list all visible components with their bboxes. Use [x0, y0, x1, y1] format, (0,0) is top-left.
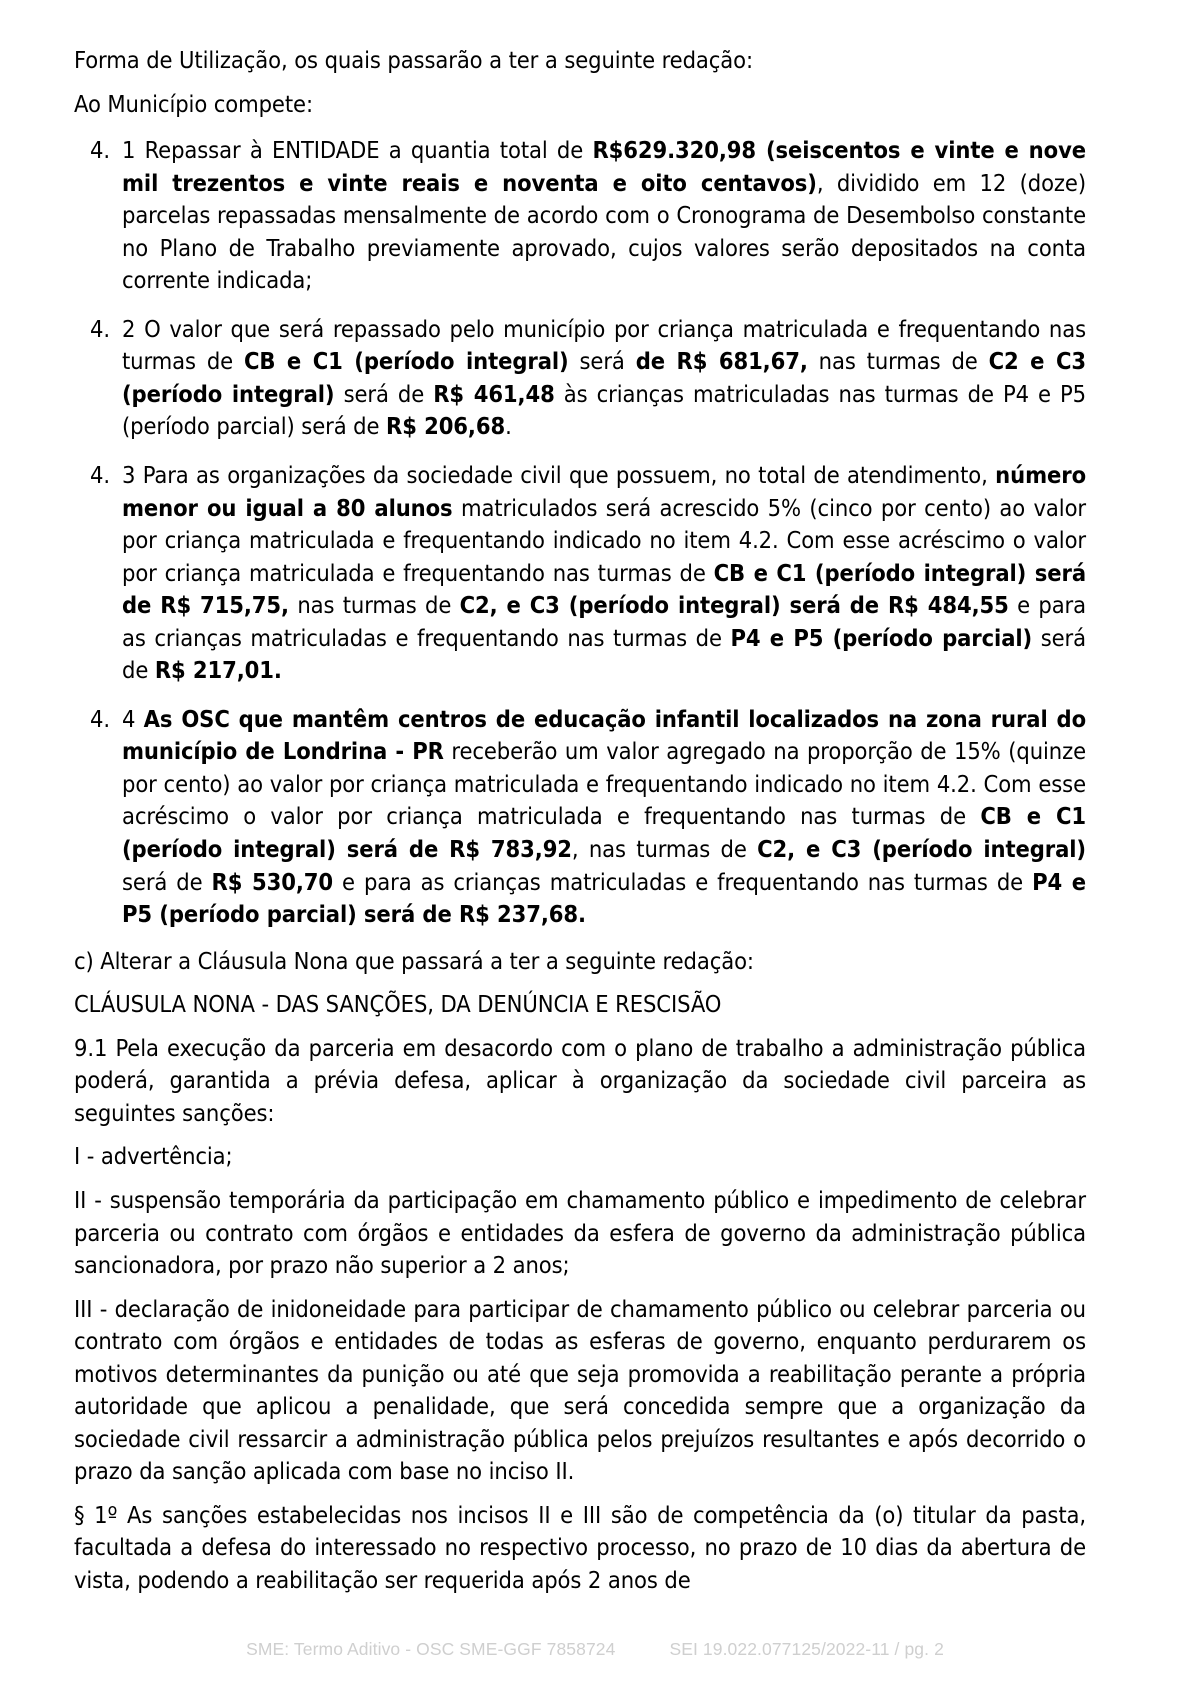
clause-intro-line: c) Alterar a Cláusula Nona que passará a ter a seguinte redação:	[74, 946, 754, 975]
footer-sei-ref: SEI 19.022.077125/2022-11 / pg. 2	[669, 1639, 944, 1659]
body-text: 1 Repassar à ENTIDADE a quantia total de	[122, 136, 593, 165]
numbered-item-text	[122, 459, 1086, 687]
numbered-item-marker: 4.	[90, 461, 110, 490]
intro-line-2: Ao Município compete:	[74, 89, 313, 118]
emphasis-text: número menor ou igual a 80 alunos	[122, 461, 1086, 522]
body-text: 3 Para as organizações da sociedade civil que possuem, no total de atendimento,	[122, 461, 996, 490]
emphasis-text: CB e C1 (período integral) será de R$ 783,92	[122, 802, 1086, 864]
clause-paragraph: I - advertência;	[74, 1142, 233, 1171]
clause-paragraphs	[74, 1032, 1086, 1597]
emphasis-text: CB e C1 (período integral)	[243, 347, 569, 376]
numbered-item	[74, 703, 1086, 931]
body-text: será de	[334, 379, 434, 408]
numbered-item-text	[122, 703, 1086, 931]
body-text: matriculados será acrescido 5% (cinco por cento) ao valor por criança matriculada e frequentando indicado no item 4.2. Com esse acréscimo o valor por criança matriculada e frequentando nas turmas de	[122, 493, 1086, 587]
emphasis-text: de R$ 681,67,	[635, 347, 808, 376]
emphasis-text: P4 e P5 (período parcial)	[730, 623, 1033, 652]
numbered-item	[74, 313, 1086, 443]
clause-title: CLÁUSULA NONA - DAS SANÇÕES, DA DENÚNCIA E RESCISÃO	[74, 990, 722, 1019]
body-text: e para as crianças matriculadas e frequentando nas turmas de	[122, 591, 1087, 652]
numbered-clause-list	[74, 134, 1086, 931]
emphasis-text: R$ 206,68	[386, 412, 506, 441]
clause-paragraph: § 1º As sanções estabelecidas nos incisos II e III são de competência da (o) titular da pasta, facultada a defesa do interessado no respectivo processo, no prazo de 10 dias da abertura de vista, podendo a reabilitação ser requerida após 2 anos de	[74, 1500, 1086, 1594]
emphasis-text: R$ 217,01.	[154, 656, 282, 685]
numbered-item-marker: 4.	[90, 136, 110, 165]
emphasis-text: R$629.320,98 (seiscentos e vinte e nove mil trezentos e vinte reais e noventa e oito centavos)	[122, 136, 1086, 197]
emphasis-text: CB e C1 (período integral) será de R$ 715,75,	[122, 558, 1086, 620]
body-text: e para as crianças matriculadas e frequentando nas turmas de	[333, 867, 1033, 896]
body-text: , nas turmas de	[571, 835, 758, 864]
emphasis-text: As OSC que mantêm centros de educação infantil localizados na zona rural do município de Londrina - PR	[122, 704, 1086, 766]
body-text: 2 O valor que será repassado pelo município por criança matriculada e frequentando nas turmas de	[122, 314, 1086, 376]
document-body	[74, 44, 1086, 1597]
clause-paragraph: 9.1 Pela execução da parceria em desacordo com o plano de trabalho a administração pública poderá, garantida a prévia defesa, aplicar à organização da sociedade civil parceira as seguintes sanções:	[74, 1033, 1086, 1127]
body-text: , dividido em 12 (doze) parcelas repassadas mensalmente de acordo com o Cronograma de Desembolso constante no Plano de Trabalho previamente aprovado, cujos valores serão depositados na conta corrente indicada;	[122, 168, 1086, 295]
body-text: será de	[122, 623, 1086, 685]
numbered-item-text	[122, 313, 1086, 443]
numbered-item-marker: 4.	[90, 314, 110, 343]
emphasis-text: C2, e C3 (período integral) será de R$ 484,55	[459, 591, 1009, 620]
clause-paragraph: III - declaração de inidoneidade para participar de chamamento público ou celebrar parceria ou contrato com órgãos e entidades de todas as esferas de governo, enquanto perdurarem os motivos determinantes da punição ou até que seja promovida a reabilitação perante a própria autoridade que aplicou a penalidade, que será concedida sempre que a organização da sociedade civil ressarcir a administração pública pelos prejuízos resultantes e após decorrido o prazo da sanção aplicada com base no inciso II.	[74, 1294, 1086, 1486]
numbered-item	[74, 459, 1086, 687]
body-text: será de	[122, 867, 212, 896]
footer-document-ref: SME: Termo Aditivo - OSC SME-GGF 7858724	[246, 1639, 616, 1659]
numbered-item	[74, 134, 1086, 297]
body-text: será	[568, 347, 636, 376]
body-text: .	[505, 412, 512, 441]
body-text: receberão um valor agregado na proporção de 15% (quinze por cento) ao valor por criança matriculada e frequentando indicado no item 4.2. Com esse acréscimo o valor por criança matriculada e frequentando nas turmas de	[122, 737, 1086, 831]
numbered-item-text	[122, 134, 1086, 297]
page-footer	[0, 1639, 1190, 1660]
body-text: nas turmas de	[288, 591, 460, 620]
emphasis-text: R$ 530,70	[211, 867, 333, 896]
emphasis-text: C2, e C3 (período integral)	[757, 835, 1086, 864]
emphasis-text: C2 e C3 (período integral)	[122, 347, 1086, 408]
numbered-item-marker: 4.	[90, 704, 110, 733]
body-text: nas turmas de	[807, 347, 989, 376]
body-text: 4	[122, 704, 144, 733]
emphasis-text: R$ 461,48	[433, 379, 555, 408]
intro-line-1: Forma de Utilização, os quais passarão a ter a seguinte redação:	[74, 46, 753, 74]
clause-paragraph: II - suspensão temporária da participação em chamamento público e impedimento de celebrar parceria ou contrato com órgãos e entidades da esfera de governo da administração pública sancionadora, por prazo não superior a 2 anos;	[74, 1185, 1086, 1280]
body-text: às crianças matriculadas nas turmas de P4 e P5 (período parcial) será de	[122, 379, 1086, 441]
emphasis-text: P4 e P5 (período parcial) será de R$ 237,68.	[122, 867, 1087, 929]
